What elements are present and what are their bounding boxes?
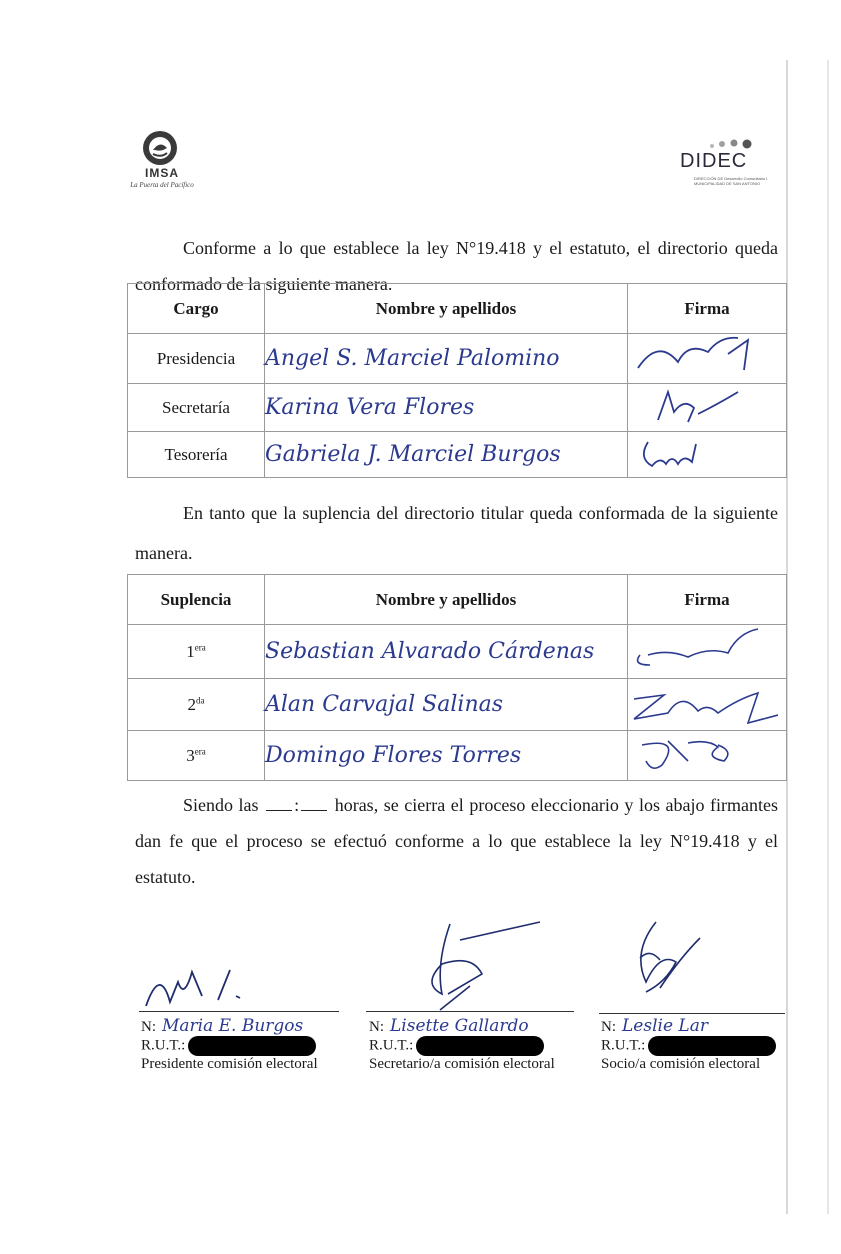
- header-suplencia: Suplencia: [128, 575, 265, 625]
- signatory-name-line: [601, 1018, 776, 1036]
- signatory-name-line: [369, 1018, 555, 1036]
- suplencia-paragraph: En tanto que la suplencia del directorio titular queda conformada de la siguiente manera.: [135, 503, 778, 563]
- signatory-role: Socio/a comisión electoral: [601, 1056, 761, 1072]
- signatory-rut-line: [601, 1036, 776, 1056]
- rut-label: R.U.T.:: [601, 1037, 646, 1054]
- suplencia-ordinal: da: [196, 694, 205, 705]
- signatory-role: Secretario/a comisión electoral: [369, 1056, 555, 1072]
- signatory-name: Lisette Gallardo: [390, 1016, 529, 1036]
- rut-label: R.U.T.:: [369, 1037, 414, 1054]
- suplencia-number: 3: [186, 745, 195, 765]
- minutes-blank: [301, 796, 327, 811]
- signature-line: [366, 1011, 574, 1012]
- suplencia-number-cell: [128, 679, 265, 731]
- signatory-role: Presidente comisión electoral: [141, 1056, 318, 1072]
- firma-cell: [628, 679, 787, 731]
- redaction-bar: [188, 1036, 316, 1056]
- table-header-row: [128, 284, 787, 334]
- suplencia-number-cell: [128, 731, 265, 781]
- closing-part2: horas, se cierra el proceso eleccionario y los abajo firmantes dan fe que el proceso se efectuó conforme a lo que establece la ley N°19.418 y el estatuto.: [135, 795, 779, 887]
- nombre-cell: Gabriela J. Marciel Burgos: [265, 432, 628, 478]
- signatory-name: Leslie Lar: [622, 1016, 708, 1036]
- didec-logo: [680, 136, 790, 192]
- header-firma: Firma: [628, 575, 787, 625]
- table-row: [128, 731, 787, 781]
- signature-scribble: [140, 966, 270, 1012]
- directorio-table: [127, 283, 787, 478]
- intro-paragraph: Conforme a lo que establece la ley N°19.418 y el estatuto, el directorio queda conformado de la siguiente manera.: [135, 238, 778, 294]
- table-row: [128, 679, 787, 731]
- nombre-cell: Domingo Flores Torres: [265, 731, 628, 781]
- signatory-block-president: [141, 1018, 318, 1073]
- rut-label: R.U.T.:: [141, 1037, 186, 1054]
- signatory-rut-line: [369, 1036, 555, 1056]
- didec-logo-name: DIDEC: [680, 150, 748, 172]
- n-label: N:: [601, 1019, 616, 1035]
- closing-paragraph: [135, 787, 778, 895]
- firma-cell: [628, 625, 787, 679]
- firma-cell: [628, 334, 787, 384]
- imsa-emblem-icon: [138, 128, 182, 168]
- cargo-cell: Secretaría: [128, 384, 265, 432]
- nombre-cell: Alan Carvajal Salinas: [265, 679, 628, 731]
- cargo-cell: Presidencia: [128, 334, 265, 384]
- table-row: [128, 384, 787, 432]
- nombre-cell: Sebastian Alvarado Cárdenas: [265, 625, 628, 679]
- signatory-name-line: [141, 1018, 318, 1036]
- nombre-cell: Karina Vera Flores: [265, 384, 628, 432]
- signature-scribble: [628, 334, 778, 378]
- hours-blank: [266, 796, 292, 811]
- signature-scribble: [628, 679, 778, 725]
- header-firma: Firma: [628, 284, 787, 334]
- redaction-bar: [416, 1036, 544, 1056]
- suplencia-number: 2: [187, 694, 196, 714]
- suplencia-table: [127, 574, 787, 781]
- nombre-cell: Angel S. Marciel Palomino: [265, 334, 628, 384]
- signature-scribble: [400, 920, 550, 1016]
- firma-cell: [628, 432, 787, 478]
- signature-scribble: [628, 625, 778, 673]
- closing-part1: Siendo las: [183, 795, 259, 815]
- table-row: [128, 334, 787, 384]
- signatory-block-member: [601, 1018, 776, 1073]
- table-row: [128, 625, 787, 679]
- header-nombre: Nombre y apellidos: [265, 284, 628, 334]
- signature-scribble: [628, 731, 778, 775]
- signature-scribble: [628, 384, 778, 426]
- suplencia-number-cell: [128, 625, 265, 679]
- n-label: N:: [141, 1019, 156, 1035]
- signature-scribble: [628, 432, 778, 472]
- imsa-logo: [110, 128, 240, 194]
- header-cargo: Cargo: [128, 284, 265, 334]
- closing-colon: :: [294, 795, 300, 815]
- suplencia-ordinal: era: [194, 745, 206, 756]
- page-edge-line: [827, 60, 829, 1214]
- signature-line: [599, 1013, 785, 1014]
- n-label: N:: [369, 1019, 384, 1035]
- firma-cell: [628, 384, 787, 432]
- header-nombre: Nombre y apellidos: [265, 575, 628, 625]
- signature-scribble: [620, 918, 720, 1018]
- imsa-logo-motto: La Puerta del Pacífico: [130, 181, 194, 189]
- table-header-row: [128, 575, 787, 625]
- signatory-name: Maria E. Burgos: [162, 1016, 304, 1036]
- redaction-bar: [648, 1036, 776, 1056]
- cargo-cell: Tesorería: [128, 432, 265, 478]
- imsa-logo-name: IMSA: [145, 166, 179, 180]
- signatory-rut-line: [141, 1036, 318, 1056]
- suplencia-ordinal: era: [194, 641, 206, 652]
- didec-logo-subtitle: DIRECCIÓN DE Desarrollo Comunitario I. MUNICIPALIDAD DE SAN ANTONIO: [694, 176, 769, 186]
- signature-line: [139, 1011, 339, 1012]
- table-row: [128, 432, 787, 478]
- signatory-block-secretary: [369, 1018, 555, 1073]
- suplencia-number: 1: [186, 641, 195, 661]
- firma-cell: [628, 731, 787, 781]
